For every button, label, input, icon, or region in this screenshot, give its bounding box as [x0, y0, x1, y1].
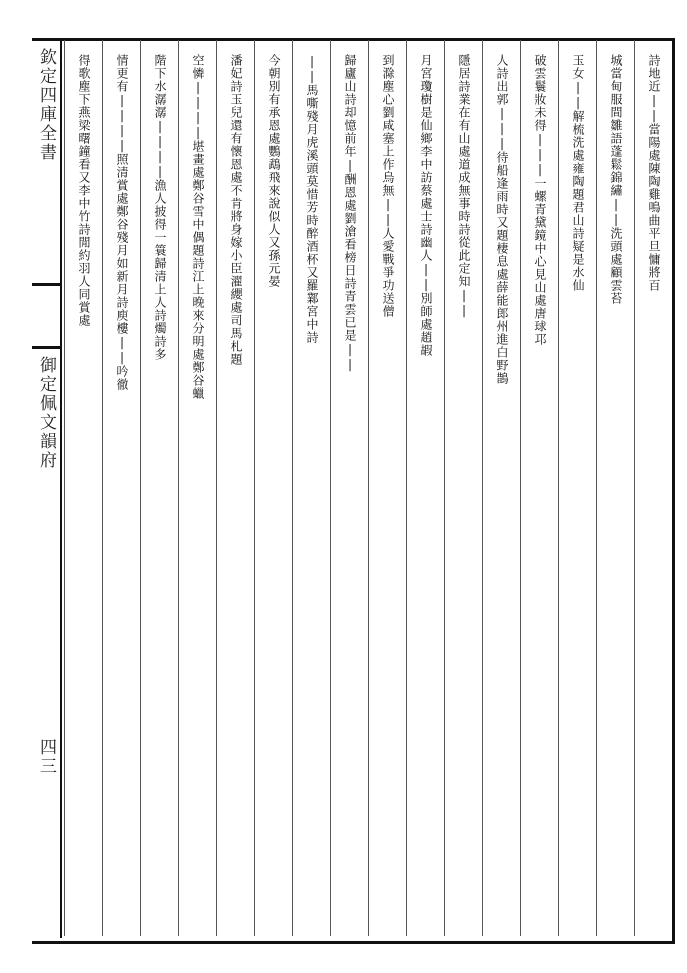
text-column — [178, 40, 216, 936]
text-column — [596, 40, 634, 936]
text-column — [140, 40, 178, 936]
text-column — [444, 40, 482, 936]
text-column — [482, 40, 520, 936]
column-text: 今朝別有承恩處鸚鵡飛來說似人又孫元晏 — [267, 54, 281, 288]
column-text: 情更有||||照清賞處鄭谷殘月如新月詩庾樓||吟徹 — [115, 54, 129, 391]
column-text: 到滁塵心劉咸塞上作烏無||人愛戰爭功送僧 — [381, 54, 395, 318]
column-text: 歸廬山詩却憶前年|酬恩處劉滄看榜日詩青雲已是|| — [343, 54, 357, 372]
text-columns — [60, 40, 672, 936]
column-text: 得歌塵下燕梁曙鐘看又李中竹詩閒約羽人同賞處 — [77, 54, 91, 327]
margin-book-title-text: 欽定四庫全書 — [36, 48, 56, 162]
margin-book-title — [32, 48, 60, 162]
column-text: 城當甸服間雛語蓬鬆錦繡||洗頭處顧雲苔 — [609, 54, 623, 305]
text-column — [558, 40, 596, 936]
text-column — [520, 40, 558, 936]
fish-tail-mark — [32, 283, 60, 349]
text-column — [330, 40, 368, 936]
text-column — [102, 40, 140, 936]
column-text: 破雲鬟妝未得|||一螺青黛鏡中心見山處唐球邛 — [533, 54, 547, 346]
text-column — [368, 40, 406, 936]
column-text: 潘妃詩玉兒還有懷恩處不肯將身嫁小臣濯纓處司馬札題 — [229, 54, 243, 366]
column-text: 空憐||||堪畫處鄭谷雪中偶題詩江上晚來分明處鄭谷蠟 — [191, 54, 205, 400]
column-text: ||馬嘶殘月虎溪頭莫惜芳時醉酒杯又羅鄴宮中詩 — [305, 54, 319, 344]
text-column — [406, 40, 444, 936]
text-column — [216, 40, 254, 936]
text-column — [254, 40, 292, 936]
text-column — [634, 40, 672, 936]
text-column — [292, 40, 330, 936]
column-text: 玉女||解梳洗處雍陶題君山詩疑是水仙 — [571, 54, 585, 292]
margin-strip — [32, 38, 62, 938]
column-text: 階下水潺潺||||漁人披得一簑歸清上人詩燭詩多 — [153, 54, 167, 361]
column-text: 月宮瓊樹是仙鄉李中訪蔡處士詩幽人||別師處趙嘏 — [419, 54, 433, 357]
margin-page-number — [32, 738, 60, 776]
margin-volume-title — [32, 356, 60, 470]
margin-volume-title-text: 御定佩文韻府 — [36, 356, 56, 470]
column-text: 人詩出郭|||待船逢雨時又題棲息處薛能郎州進白野鵲 — [495, 54, 509, 385]
text-column — [64, 40, 102, 936]
column-text: 隱居詩業在有山處道成無事時詩從此定知|| — [457, 54, 471, 318]
margin-page-number-text: 四三 — [36, 738, 56, 776]
column-text: 詩地近||當陽處陳陶雞鳴曲平旦慵將百 — [647, 54, 661, 292]
